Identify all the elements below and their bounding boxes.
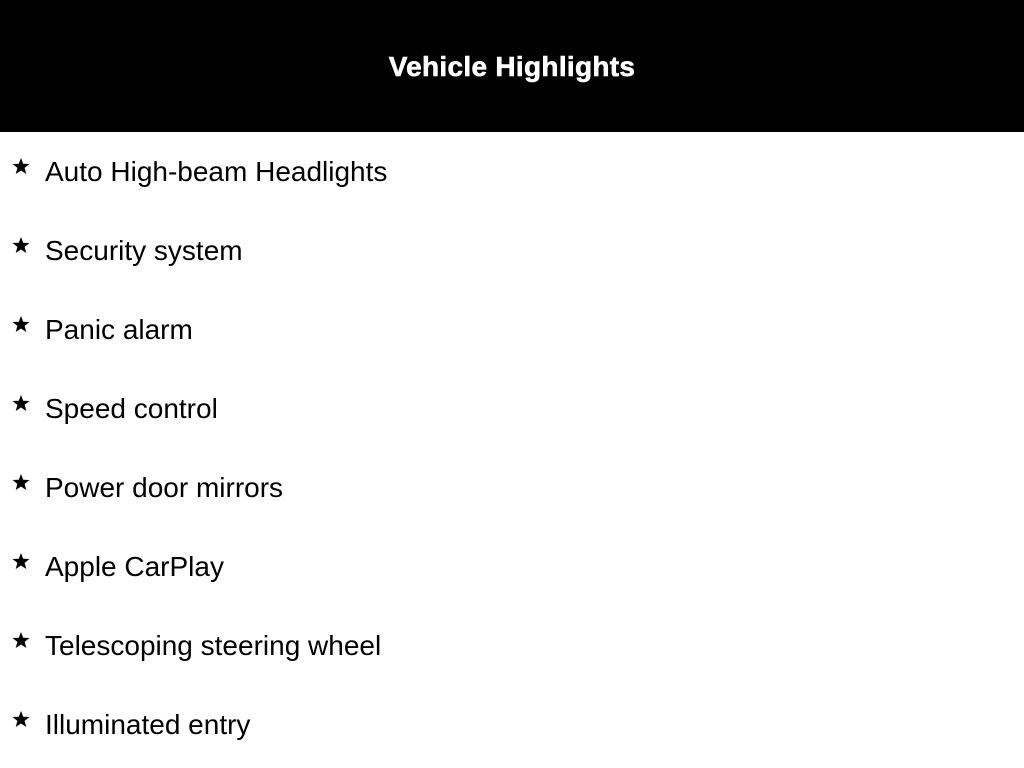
star-icon xyxy=(11,393,31,413)
star-icon xyxy=(11,235,31,255)
feature-label: Auto High-beam Headlights xyxy=(45,156,388,187)
feature-label: Apple CarPlay xyxy=(45,551,224,582)
feature-label: Speed control xyxy=(45,393,218,424)
feature-list xyxy=(0,132,1024,764)
list-item xyxy=(0,369,1024,448)
star-icon xyxy=(11,472,31,492)
list-item xyxy=(0,606,1024,685)
feature-label: Security system xyxy=(45,235,243,266)
feature-label: Telescoping steering wheel xyxy=(45,630,382,661)
page-header xyxy=(0,0,1024,132)
feature-label: Panic alarm xyxy=(45,314,193,345)
star-icon xyxy=(11,156,31,176)
list-item xyxy=(0,211,1024,290)
star-icon xyxy=(11,551,31,571)
star-icon xyxy=(11,314,31,334)
star-icon xyxy=(11,709,31,729)
list-item xyxy=(0,527,1024,606)
list-item xyxy=(0,132,1024,211)
star-icon xyxy=(11,630,31,650)
page-title: Vehicle Highlights xyxy=(388,51,636,82)
feature-label: Illuminated entry xyxy=(45,709,251,740)
list-item xyxy=(0,685,1024,764)
list-item xyxy=(0,448,1024,527)
list-item xyxy=(0,290,1024,369)
feature-label: Power door mirrors xyxy=(45,472,284,503)
